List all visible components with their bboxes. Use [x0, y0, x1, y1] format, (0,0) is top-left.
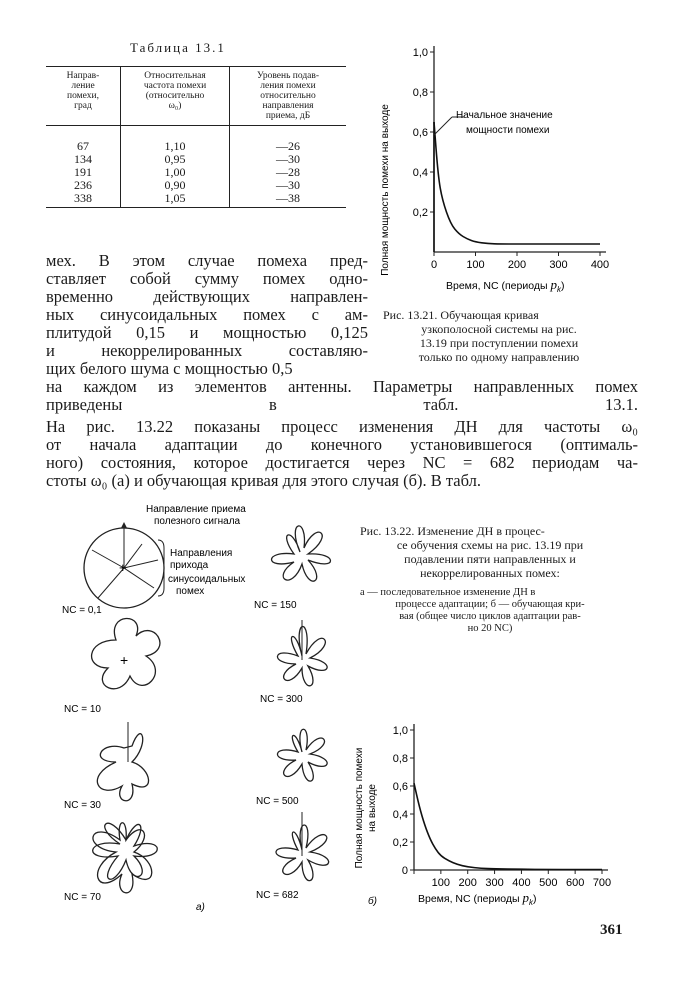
y-tick-label: 0,6 [392, 781, 408, 793]
text-line: подавлении пяти направленных и [404, 552, 576, 566]
text-line: ставляет собой сумму помех одно- [46, 269, 368, 288]
x-axis-label-b: Время, NC (периоды $p_k$) [418, 890, 537, 907]
x-tick-label: 700 [592, 877, 612, 889]
table-cell: 191 [74, 165, 92, 179]
x-tick-label: 100 [431, 877, 451, 889]
x-tick-label: 400 [590, 259, 610, 271]
pattern-nc-300 [277, 620, 327, 686]
y-tick-label: 0 [401, 865, 408, 877]
label-nc-682: NC = 682 [256, 890, 299, 901]
y-tick-label: 0,4 [392, 809, 408, 821]
fig-13-22b-chart [350, 718, 620, 918]
annotation-line-1: Начальное значение [456, 110, 553, 121]
table-cell: 67 [77, 139, 89, 153]
y-tick-label: 0,2 [412, 207, 428, 219]
text-line: только по одному направлению [418, 350, 580, 364]
table-cell: —28 [230, 166, 347, 179]
table-cell: 1,10 [121, 126, 230, 154]
table-cell: 0,90 [121, 179, 230, 192]
x-tick-label: 200 [507, 259, 527, 271]
y-axis-label-b-2: на выходе [367, 784, 378, 832]
pattern-nc-10 [97, 722, 148, 801]
table-cell: —30 [230, 153, 347, 166]
text-line: но 20 NC) [467, 623, 513, 634]
text-line: процессе адаптации; б — обучающая кри- [395, 599, 585, 610]
table-cell: 134 [74, 152, 92, 166]
fig-13-22-caption [360, 524, 620, 580]
text-line: Рис. 13.21. Обучающая кривая [383, 308, 539, 322]
label-part-a: а) [196, 902, 205, 913]
y-axis-label: Полная мощность помехи на выходе [380, 104, 391, 276]
label-interference-1: Направления [170, 548, 233, 559]
label-nc-30: NC = 30 [64, 800, 101, 811]
text-line: от начала адаптации до конечного установившегося (оптималь- [46, 435, 638, 454]
table-cell: 338 [46, 192, 121, 208]
y-tick-label: 0,8 [392, 753, 408, 765]
text-line: узкополосной системы на рис. [421, 322, 577, 336]
text-line: Рис. 13.22. Изменение ДН в процес- [360, 524, 545, 538]
annotation-leader [434, 117, 452, 135]
y-tick-label: 0,4 [412, 167, 428, 179]
y-tick-label: 0,2 [392, 837, 408, 849]
label-nc-500: NC = 500 [256, 796, 299, 807]
paragraph-full-width [46, 378, 638, 414]
pattern-nc-682 [276, 812, 329, 881]
pattern-nc-500 [277, 729, 327, 781]
table-cell: 1,00 [121, 166, 230, 179]
svg-text:+: + [120, 652, 129, 668]
label-nc-150: NC = 150 [254, 600, 297, 611]
text-line: мех. В этом случае помеха пред- [46, 251, 368, 270]
text-line: временно действующих направлен- [46, 287, 368, 306]
y-tick-label: 1,0 [412, 47, 428, 59]
text-line: приведены в табл. 13.1. [46, 395, 638, 414]
y-axis-label-b-1: Полная мощность помехи [354, 747, 365, 869]
fig-13-21-caption [383, 308, 615, 364]
col-header-suppression: Уровень подав- ления помехи относительно направления приема, дБ [230, 67, 347, 126]
table-row [46, 126, 346, 154]
table-header-row [46, 67, 346, 126]
label-receive-direction-2: полезного сигнала [154, 516, 241, 527]
text-line: ных синусоидальных помех с ам- [46, 305, 368, 324]
series-line [434, 122, 600, 244]
reference-circle-diagram [84, 522, 164, 608]
paragraph-left-column [46, 252, 368, 378]
label-interference-4: помех [176, 586, 205, 597]
text-line: на каждом из элементов антенны. Параметры направленных помех [46, 377, 638, 396]
label-nc-300: NC = 300 [260, 694, 303, 705]
text-line: вая (общее число циклов адаптации рав- [399, 611, 581, 622]
text-line: На рис. 13.22 показаны процесс изменения ДН для частоты ω₀ [46, 417, 638, 436]
table-cell: —26 [230, 126, 347, 154]
y-tick-label: 0,6 [412, 127, 428, 139]
y-tick-label: 1,0 [392, 725, 408, 737]
label-interference-3: синусоидальных [168, 574, 246, 585]
text-line: а — последовательное изменение ДН в [360, 587, 536, 598]
text-line: се обучения схемы на рис. 13.19 при [396, 538, 584, 552]
x-tick-label: 300 [485, 877, 504, 889]
col-header-direction: Направ- ление помехи, град [46, 67, 121, 126]
fig-13-22-subcaption [360, 587, 620, 635]
x-tick-label: 600 [565, 877, 585, 889]
table-cell: 1,05 [121, 192, 230, 208]
x-tick-label: 500 [539, 877, 558, 889]
paragraph-2 [46, 418, 638, 490]
label-nc-70: NC = 70 [64, 892, 101, 903]
label-nc-0-1: NC = 0,1 [62, 605, 102, 616]
label-nc-10: NC = 10 [64, 704, 101, 715]
table-cell: —38 [230, 192, 347, 208]
table-cell: 236 [74, 178, 92, 192]
col-header-frequency: Относительная частота помехи (относительно ω₀) [121, 67, 230, 126]
text-line: щих белого шума с мощностью 0,5 [46, 359, 293, 378]
x-tick-label: 400 [512, 877, 531, 889]
table-cell: 0,95 [121, 153, 230, 166]
text-line: 13.19 при поступлении помехи [419, 336, 579, 350]
table-body [46, 126, 346, 208]
label-receive-direction-1: Направление приема [146, 504, 246, 515]
pattern-nc-70-svg [46, 800, 176, 900]
label-interference-2: прихода [170, 560, 209, 571]
x-tick-label: 100 [466, 259, 485, 271]
label-part-b: б) [368, 896, 377, 907]
table-row [46, 192, 346, 208]
text-line: плитудой 0,15 и мощностью 0,125 [46, 323, 368, 342]
y-tick-label: 0,8 [412, 87, 428, 99]
annotation-line-2: мощности помехи [466, 125, 550, 136]
table-title: Таблица 13.1 [130, 40, 226, 55]
svg-text:+: + [119, 560, 127, 575]
pattern-nc-0-1 [92, 618, 160, 688]
text-line: стоты ω₀ (а) и обучающая кривая для этого случая (б). В табл. [46, 471, 481, 490]
data-table [46, 66, 346, 208]
text-line: некоррелированных помех: [420, 566, 560, 580]
fig-13-21-chart [372, 40, 632, 300]
x-tick-label: 300 [549, 259, 568, 271]
x-axis-label: Время, NC (периоды $p_k$) [446, 277, 565, 294]
pattern-nc-150 [272, 526, 331, 581]
x-tick-label: 200 [458, 877, 477, 889]
table-cell: —30 [230, 179, 347, 192]
text-line: ного) состояния, которое достигается через NC = 682 периодам ча- [46, 453, 638, 472]
x-tick-label: 0 [430, 259, 438, 271]
series-line [414, 783, 602, 869]
text-line: и некоррелированных составляю- [46, 341, 368, 360]
page-number: 361 [600, 922, 623, 938]
